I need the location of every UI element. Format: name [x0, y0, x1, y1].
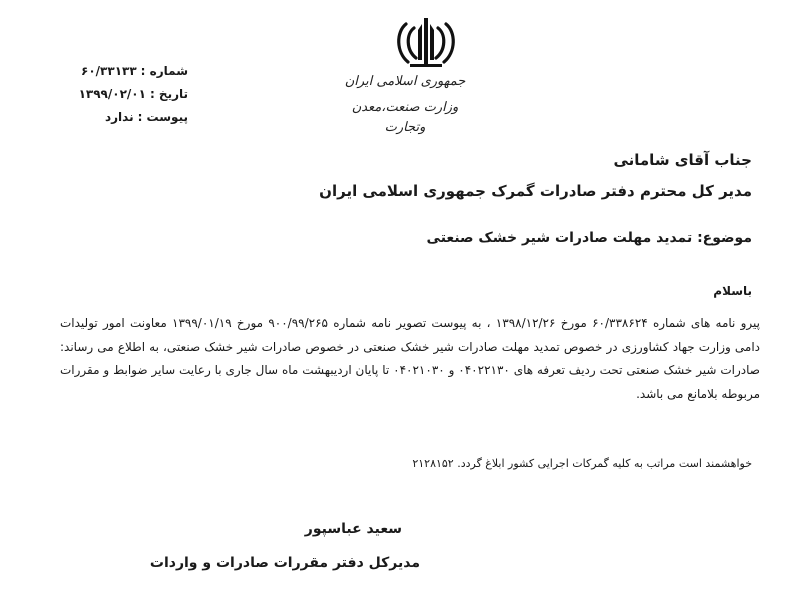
attachment-label: پیوست :: [137, 110, 188, 124]
signature-block: [140, 518, 420, 576]
addressee-name: جناب آقای شامانی: [613, 151, 752, 169]
letter-body: [60, 312, 760, 406]
greeting: باسلام: [713, 284, 752, 298]
body-paragraph: پیرو نامه های شماره ۶۰/۳۳۸۶۲۴ مورخ ۱۳۹۸/۱۲/۲۶ ، به پیوست تصویر نامه شماره ۹۰۰/۹۹/۲۶۵ مورخ ۱۳۹۹/۰۱/۱۹ معاونت امور تولیدات دامی وزارت جهاد کشاورزی در خصوص تمدید مهلت صادرات شیر خشک صنعتی در خصوص صادرات شیر خشک صنعتی، به اطلاع می رساند: صادرات شیر خشک صنعتی تحت ردیف تعرفه های ۰۴۰۲۲۱۳۰ و ۰۴۰۲۱۰۳۰ تا پایان اردیبهشت ماه سال جاری با رعایت سایر ضوابط و مقررات مربوطه بلامانع می باشد.: [60, 316, 761, 401]
closing-line: خواهشمند است مراتب به کلیه گمرکات اجرایی کشور ابلاغ گردد. ۲۱۲۸۱۵۲: [412, 457, 752, 470]
country-name: جمهوری اسلامی ایران: [344, 74, 466, 89]
letter-subject: موضوع: تمدید مهلت صادرات شیر خشک صنعتی: [426, 230, 752, 246]
ministry-name: وزارت صنعت،معدن وتجارت: [351, 100, 459, 135]
attachment-value: ندارد: [104, 110, 134, 124]
number-value: ۶۰/۳۳۱۳۳: [81, 64, 137, 78]
letter-meta: [18, 60, 188, 129]
date-label: تاریخ :: [149, 87, 188, 101]
number-label: شماره :: [140, 64, 188, 78]
date-value: ۱۳۹۹/۰۲/۰۱: [78, 87, 146, 101]
signer-name: سعید عباسپور: [304, 521, 402, 537]
letterhead-text: [330, 72, 480, 138]
addressee: [232, 148, 752, 204]
signer-title: مدیرکل دفتر مقررات صادرات و واردات: [149, 555, 420, 571]
iran-emblem-icon: [392, 14, 460, 70]
addressee-title: مدیر کل محترم دفتر صادرات گمرک جمهوری اسلامی ایران: [319, 182, 752, 200]
